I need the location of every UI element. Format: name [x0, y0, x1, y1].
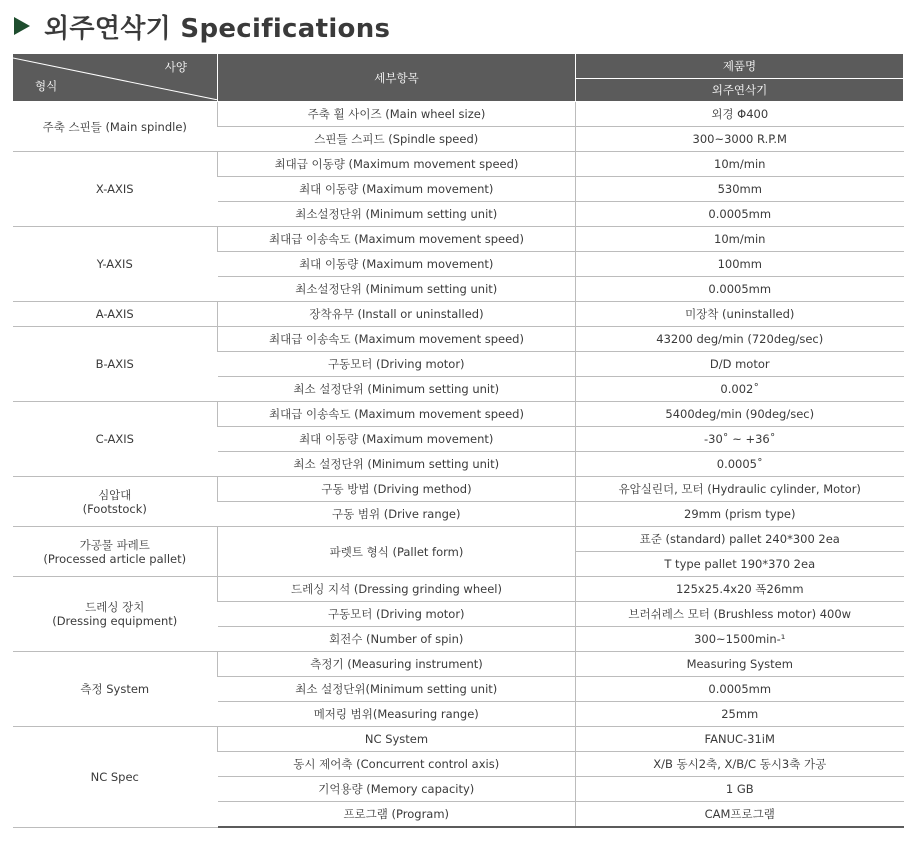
detail-item-cell: 최대 이동량 (Maximum movement)	[218, 427, 576, 452]
detail-item-cell: 최소 설정단위 (Minimum setting unit)	[218, 377, 576, 402]
machine-header: 외주연삭기	[576, 79, 904, 102]
detail-item-cell: NC System	[218, 727, 576, 752]
group-name-cell	[13, 402, 218, 477]
detail-item-cell: 최대급 이송속도 (Maximum movement speed)	[218, 227, 576, 252]
detail-item-cell: 장착유무 (Install or uninstalled)	[218, 302, 576, 327]
group-name-cell	[13, 327, 218, 402]
value-cell: -30˚ ~ +36˚	[576, 427, 904, 452]
group-name-cell	[13, 302, 218, 327]
value-cell: 530mm	[576, 177, 904, 202]
detail-header: 세부항목	[218, 54, 576, 102]
value-cell: 29mm (prism type)	[576, 502, 904, 527]
page-title-text: 외주연삭기 Specifications	[44, 13, 391, 44]
detail-item-cell: 드레싱 지석 (Dressing grinding wheel)	[218, 577, 576, 602]
detail-item-cell: 구동모터 (Driving motor)	[218, 352, 576, 377]
value-cell: 25mm	[576, 702, 904, 727]
table-row	[13, 402, 904, 427]
table-row	[13, 102, 904, 127]
value-cell	[576, 527, 904, 577]
group-name-cell	[13, 227, 218, 302]
group-name-line: (Processed article pallet)	[43, 551, 187, 566]
value-cell: 0.0005˚	[576, 452, 904, 477]
value-cell: 0.0005mm	[576, 677, 904, 702]
group-name-line: 측정 System	[80, 682, 150, 696]
detail-item-cell: 구동모터 (Driving motor)	[218, 602, 576, 627]
value-cell: 외경 Φ400	[576, 102, 904, 127]
type-header-label: 형식	[35, 79, 58, 93]
group-name-cell	[13, 727, 218, 828]
value-cell: D/D motor	[576, 352, 904, 377]
value-cell: 5400deg/min (90deg/sec)	[576, 402, 904, 427]
value-cell: 유압실린더, 모터 (Hydraulic cylinder, Motor)	[576, 477, 904, 502]
detail-item-cell: 최소설정단위 (Minimum setting unit)	[218, 277, 576, 302]
detail-item-cell: 최대 이동량 (Maximum movement)	[218, 177, 576, 202]
triangle-bullet-icon	[14, 17, 30, 35]
group-name-cell	[13, 102, 218, 152]
value-cell: 300~1500min-¹	[576, 627, 904, 652]
detail-item-cell: 프로그램 (Program)	[218, 802, 576, 828]
spec-table	[12, 53, 904, 828]
group-name-line: X-AXIS	[95, 182, 134, 196]
table-row	[13, 477, 904, 502]
detail-item-cell: 메저링 범위(Measuring range)	[218, 702, 576, 727]
page-title	[14, 8, 390, 44]
value-cell: 0.002˚	[576, 377, 904, 402]
group-name-line: 주축 스핀들 (Main spindle)	[42, 119, 187, 134]
group-name-line: 드레싱 장치	[85, 600, 145, 614]
value-line: 표준 (standard) pallet 240*300 2ea	[576, 527, 904, 552]
table-row	[13, 727, 904, 752]
group-name-line: C-AXIS	[95, 432, 134, 446]
table-row	[13, 527, 904, 577]
group-name-line: 가공물 파레트	[79, 537, 150, 552]
group-name-line: NC Spec	[90, 769, 139, 784]
detail-item-cell: 주축 휠 사이즈 (Main wheel size)	[218, 102, 576, 127]
corner-header-cell	[13, 54, 218, 102]
group-name-line: Y-AXIS	[96, 257, 133, 271]
detail-item-cell: 동시 제어축 (Concurrent control axis)	[218, 752, 576, 777]
detail-item-cell: 최대급 이송속도 (Maximum movement speed)	[218, 327, 576, 352]
table-row	[13, 227, 904, 252]
group-name-line: (Dressing equipment)	[52, 614, 178, 628]
value-cell: 100mm	[576, 252, 904, 277]
value-line: T type pallet 190*370 2ea	[664, 557, 816, 571]
group-name-line: 심압대	[98, 487, 132, 502]
value-cell: 125x25.4x20 폭26mm	[576, 577, 904, 602]
table-row	[13, 152, 904, 177]
group-name-cell	[13, 477, 218, 527]
detail-item-cell: 최대 이동량 (Maximum movement)	[218, 252, 576, 277]
value-cell: 10m/min	[576, 227, 904, 252]
detail-item-cell: 파렛트 형식 (Pallet form)	[218, 527, 576, 577]
detail-item-cell: 최소 설정단위 (Minimum setting unit)	[218, 452, 576, 477]
detail-item-cell: 회전수 (Number of spin)	[218, 627, 576, 652]
product-header: 제품명	[576, 54, 904, 79]
detail-item-cell: 측정기 (Measuring instrument)	[218, 652, 576, 677]
value-cell: 300~3000 R.P.M	[576, 127, 904, 152]
value-cell: 43200 deg/min (720deg/sec)	[576, 327, 904, 352]
value-cell: FANUC-31iM	[576, 727, 904, 752]
detail-item-cell: 최대급 이송속도 (Maximum movement speed)	[218, 402, 576, 427]
group-name-line: (Footstock)	[82, 501, 147, 516]
detail-item-cell: 구동 범위 (Drive range)	[218, 502, 576, 527]
value-cell: CAM프로그램	[576, 802, 904, 828]
detail-item-cell: 최소 설정단위(Minimum setting unit)	[218, 677, 576, 702]
spec-table-body	[13, 102, 904, 828]
value-cell: 0.0005mm	[576, 202, 904, 227]
table-row	[13, 327, 904, 352]
group-name-cell	[13, 152, 218, 227]
group-name-line: B-AXIS	[95, 357, 134, 371]
value-cell: X/B 동시2축, X/B/C 동시3축 가공	[576, 752, 904, 777]
detail-item-cell: 구동 방법 (Driving method)	[218, 477, 576, 502]
group-name-cell	[13, 652, 218, 727]
value-cell: 10m/min	[576, 152, 904, 177]
value-cell: 브러쉬레스 모터 (Brushless motor) 400w	[576, 602, 904, 627]
value-cell: 0.0005mm	[576, 277, 904, 302]
detail-item-cell: 스핀들 스피드 (Spindle speed)	[218, 127, 576, 152]
detail-item-cell: 최대급 이동량 (Maximum movement speed)	[218, 152, 576, 177]
detail-item-cell: 기억용량 (Memory capacity)	[218, 777, 576, 802]
value-cell: Measuring System	[576, 652, 904, 677]
detail-item-cell: 최소설정단위 (Minimum setting unit)	[218, 202, 576, 227]
group-name-line: A-AXIS	[95, 307, 134, 321]
value-cell: 1 GB	[576, 777, 904, 802]
group-name-cell	[13, 527, 218, 577]
group-name-cell	[13, 577, 218, 652]
value-cell: 미장착 (uninstalled)	[576, 302, 904, 327]
table-row	[13, 652, 904, 677]
table-row	[13, 302, 904, 327]
spec-header-label: 사양	[164, 60, 187, 74]
table-row	[13, 577, 904, 602]
